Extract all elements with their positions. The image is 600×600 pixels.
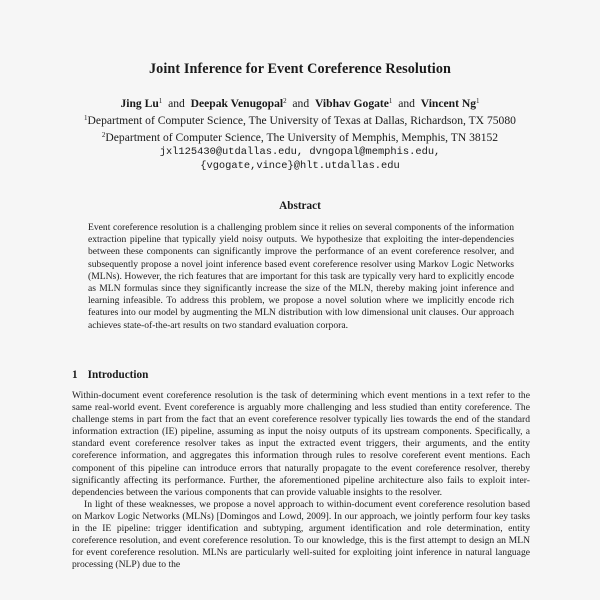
author-line (0, 94, 600, 111)
affiliation (0, 111, 600, 128)
author-and: and (398, 97, 415, 110)
author-sup: 2 (283, 97, 287, 105)
email-line: jxl125430@utdallas.edu, dvngopal@memphis.edu, (159, 146, 441, 158)
author-block (0, 94, 600, 173)
author-name: Deepak Venugopal (190, 97, 284, 110)
email-line: {vgogate,vince}@hlt.utdallas.edu (200, 160, 400, 172)
section-title: Introduction (87, 369, 149, 381)
author-and: and (168, 97, 185, 110)
author-sup: 1 (476, 97, 480, 105)
affiliation-sup: 1 (84, 114, 88, 122)
section-body (72, 390, 530, 571)
author-sup: 1 (388, 97, 393, 105)
affiliation-sup: 2 (101, 131, 106, 139)
body-paragraph: Within-document event coreference resolution is the task of determining which event mentions in a text refer to the same real-world event. Event coreference is arguably more challenging and less studied than entity coreference. The challenge stems in part from the fact that an event coreference resolver typically lies towards the end of the standard information extraction (IE) pipeline, assuming as input the noisy outputs of its upstream components. Specifically, a standard event coreference resolver takes as input the extracted event triggers, their arguments, and the entity coreference information, and aggregates this information through rules to resolve coreferent event mentions. Each component of this pipeline can introduce errors that naturally propagate to the event coreference resolver, thereby significantly affecting its performance. Further, the aforementioned pipeline architecture also fails to exploit inter-dependencies between the various components that can provide valuable insights to the resolver. (72, 390, 530, 498)
section-number: 1 (72, 369, 78, 381)
author-name: Jing Lu (120, 97, 159, 110)
author-name: Vibhav Gogate (314, 97, 389, 110)
affiliation-text: Department of Computer Science, The University of Texas at Dallas, Richardson, TX 75080 (87, 114, 516, 127)
author-and: and (292, 97, 310, 110)
author-sup: 1 (158, 97, 163, 105)
abstract-heading: Abstract (279, 200, 321, 212)
body-paragraph: In light of these weaknesses, we propose a novel approach to within-document event coreference resolution based on Markov Logic Networks (MLNs) [Domingos and Lowd, 2009]. In our approach, we jointly perform four key tasks in the IE pipeline: trigger identification and subtyping, argument identification and role determination, entity coreference resolution, and event coreference resolution. To our knowledge, this is the first attempt to design an MLN for event coreference resolution. MLNs are particularly well-suited for exploiting joint inference in natural language processing (NLP) due to the (72, 498, 530, 571)
affiliation-text: Department of Computer Science, The University of Memphis, Memphis, TN 38152 (105, 131, 499, 144)
affiliation (0, 128, 600, 145)
author-name: Vincent Ng (420, 97, 477, 110)
abstract-text: Event coreference resolution is a challenging problem since it relies on several components of the information extraction pipeline that typically yield noisy outputs. We hypothesize that exploiting the inter-dependencies between these components can significantly improve the performance of an event coreference resolver, and subsequently propose a novel joint inference based event coreference resolver using Markov Logic Networks (MLNs). However, the rich features that are important for this task are typically very hard to explicitly encode as MLN formulas since they significantly increase the size of the MLN, thereby making joint inference and learning infeasible. To address this problem, we propose a novel solution where we implicitly encode rich features into our model by augmenting the MLN distribution with low dimensional unit clauses. Our approach achieves state-of-the-art results on two standard evaluation corpora. (88, 222, 514, 331)
section-heading (72, 369, 148, 381)
paper-title: Joint Inference for Event Coreference Resolution (148, 61, 452, 77)
